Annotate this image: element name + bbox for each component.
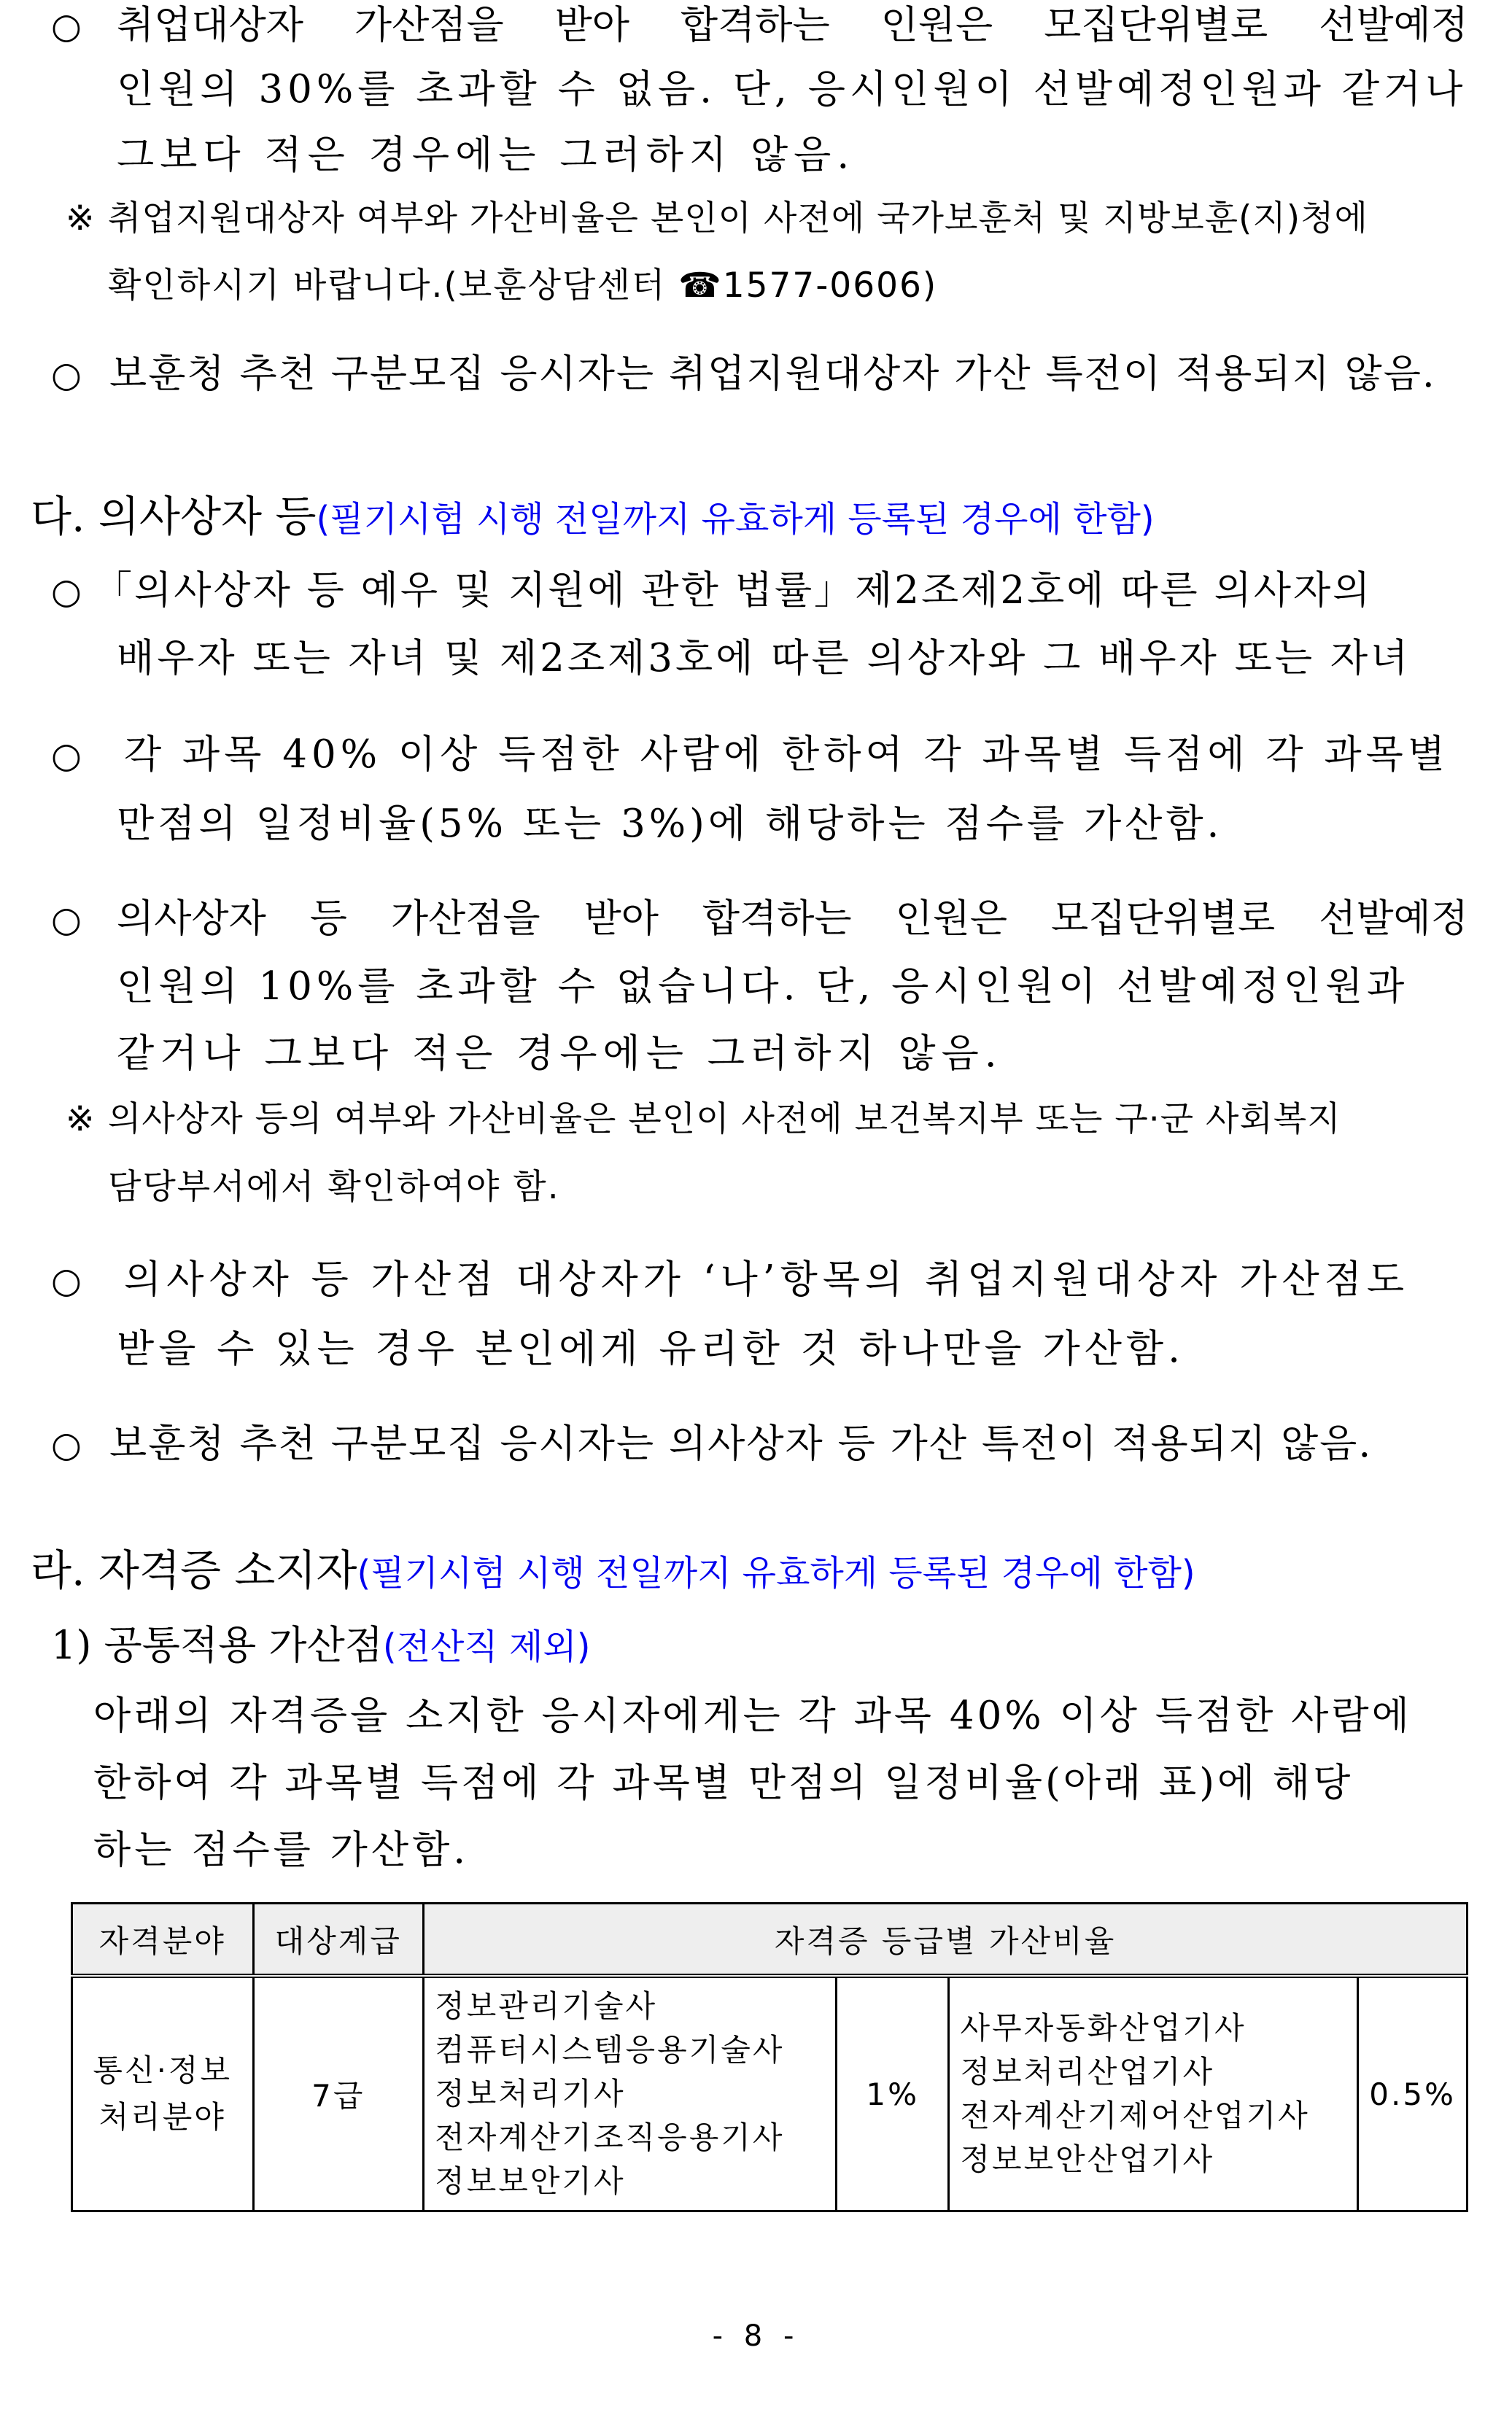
grade-cell: 7급 (253, 1976, 424, 2211)
subsection-title: 1) 공통적용 가산점 (51, 1622, 383, 1668)
note-mark: ※ (66, 1099, 95, 1139)
paragraph-line: 의사상자 등 가산점 대상자가 ‘나’항목의 취업지원대상자 가산점도 (124, 1257, 1410, 1302)
paragraph-line: 취업대상자 가산점을 받아 합격하는 인원은 모집단위별로 선발예정 (117, 3, 1468, 47)
header-cell-field: 자격분야 (72, 1904, 254, 1977)
bullet-mark: ○ (51, 899, 82, 940)
paragraph-line: 인원의 10%를 초과할 수 없습니다. 단, 응시인원이 선발예정인원과 (117, 964, 1409, 1009)
header-cell-grade: 대상계급 (253, 1904, 424, 1977)
cert-item: 사무자동화산업기사 (960, 2010, 1247, 2046)
table-row (72, 1976, 1468, 2211)
bonus-rate-table (71, 1902, 1468, 2212)
subsection-heading (51, 1618, 590, 1675)
rate-1-cell: 1% (836, 1976, 949, 2211)
page-number: - 8 - (712, 2319, 800, 2353)
paragraph-line: 받을 수 있는 경우 본인에게 유리한 것 하나만을 가산함. (117, 1327, 1185, 1371)
cert-item: 전자계산기제어산업기사 (960, 2098, 1310, 2133)
cert-item: 컴퓨터시스템응용기술사 (435, 2032, 785, 2068)
cert-item: 정보보안기사 (435, 2163, 626, 2199)
bullet-mark: ○ (51, 735, 82, 776)
subsection-title-note: (전산직 제외) (382, 1626, 591, 1667)
paragraph-line: 아래의 자격증을 소지한 응시자에게는 각 과목 40% 이상 득점한 사람에 (93, 1694, 1412, 1738)
cert-item: 정보처리산업기사 (960, 2054, 1215, 2090)
section-title: 다. 의사상자 등 (31, 492, 317, 541)
note-line: 담당부서에서 확인하여야 함. (108, 1167, 560, 1207)
note-mark: ※ (66, 198, 95, 239)
bullet-mark: ○ (51, 1424, 82, 1465)
field-line: 처리분야 (98, 2099, 226, 2135)
rate-2-cell: 0.5% (1358, 1976, 1468, 2211)
bullet-mark: ○ (51, 571, 82, 612)
paragraph-line: 의사상자 등 가산점을 받아 합격하는 인원은 모집단위별로 선발예정 (117, 896, 1468, 941)
section-heading (31, 1543, 1195, 1601)
section-title: 라. 자격증 소지자 (31, 1546, 357, 1595)
paragraph-line: 각 과목 40% 이상 득점한 사람에 한하여 각 과목별 득점에 각 과목별 (124, 732, 1450, 777)
paragraph-line: 인원의 30%를 초과할 수 없음. 단, 응시인원이 선발예정인원과 같거나 (117, 67, 1468, 112)
note-line: 확인하시기 바랍니다.(보훈상담센터 ☎1577-0606) (108, 265, 938, 306)
paragraph-line: 그보다 적은 경우에는 그러하지 않음. (117, 133, 856, 177)
header-cell-rate: 자격증 등급별 가산비율 (424, 1904, 1468, 1977)
bullet-mark: ○ (51, 1260, 82, 1301)
cert-group-2-cell (949, 1976, 1358, 2211)
paragraph-line: 보훈청 추천 구분모집 응시자는 의사상자 등 가산 특전이 적용되지 않음. (109, 1422, 1373, 1466)
paragraph-line: 보훈청 추천 구분모집 응시자는 취업지원대상자 가산 특전이 적용되지 않음. (109, 352, 1436, 396)
bullet-mark: ○ (51, 354, 82, 395)
section-heading (31, 489, 1155, 547)
section-title-note: (필기시험 시행 전일까지 유효하게 등록된 경우에 한함) (316, 499, 1155, 540)
bullet-mark: ○ (51, 6, 82, 47)
paragraph-line: 하는 점수를 가산함. (93, 1828, 470, 1872)
cert-item: 정보보안산업기사 (960, 2141, 1215, 2177)
note-line: 의사상자 등의 여부와 가산비율은 본인이 사전에 보건복지부 또는 구·군 사회복지 (108, 1099, 1341, 1139)
cert-item: 정보처리기사 (435, 2076, 626, 2112)
paragraph-line: 「의사상자 등 예우 및 지원에 관한 법률」제2조제2호에 따른 의사자의 (93, 568, 1373, 613)
note-line: 취업지원대상자 여부와 가산비율은 본인이 사전에 국가보훈처 및 지방보훈(지)청에 (108, 198, 1368, 239)
paragraph-line: 같거나 그보다 적은 경우에는 그러하지 않음. (117, 1031, 1003, 1076)
paragraph-line: 한하여 각 과목별 득점에 각 과목별 만점의 일정비율(아래 표)에 해당 (93, 1761, 1354, 1805)
table-header-row (72, 1904, 1468, 1977)
field-line: 통신·정보 (93, 2052, 233, 2088)
section-title-note: (필기시험 시행 전일까지 유효하게 등록된 경우에 한함) (357, 1553, 1195, 1594)
field-cell (72, 1976, 254, 2211)
paragraph-line: 배우자 또는 자녀 및 제2조제3호에 따른 의상자와 그 배우자 또는 자녀 (117, 636, 1411, 680)
cert-item: 정보관리기술사 (435, 1988, 658, 2024)
paragraph-line: 만점의 일정비율(5% 또는 3%)에 해당하는 점수를 가산함. (117, 802, 1223, 846)
cert-group-1-cell (424, 1976, 837, 2211)
cert-item: 전자계산기조직응용기사 (435, 2120, 785, 2155)
